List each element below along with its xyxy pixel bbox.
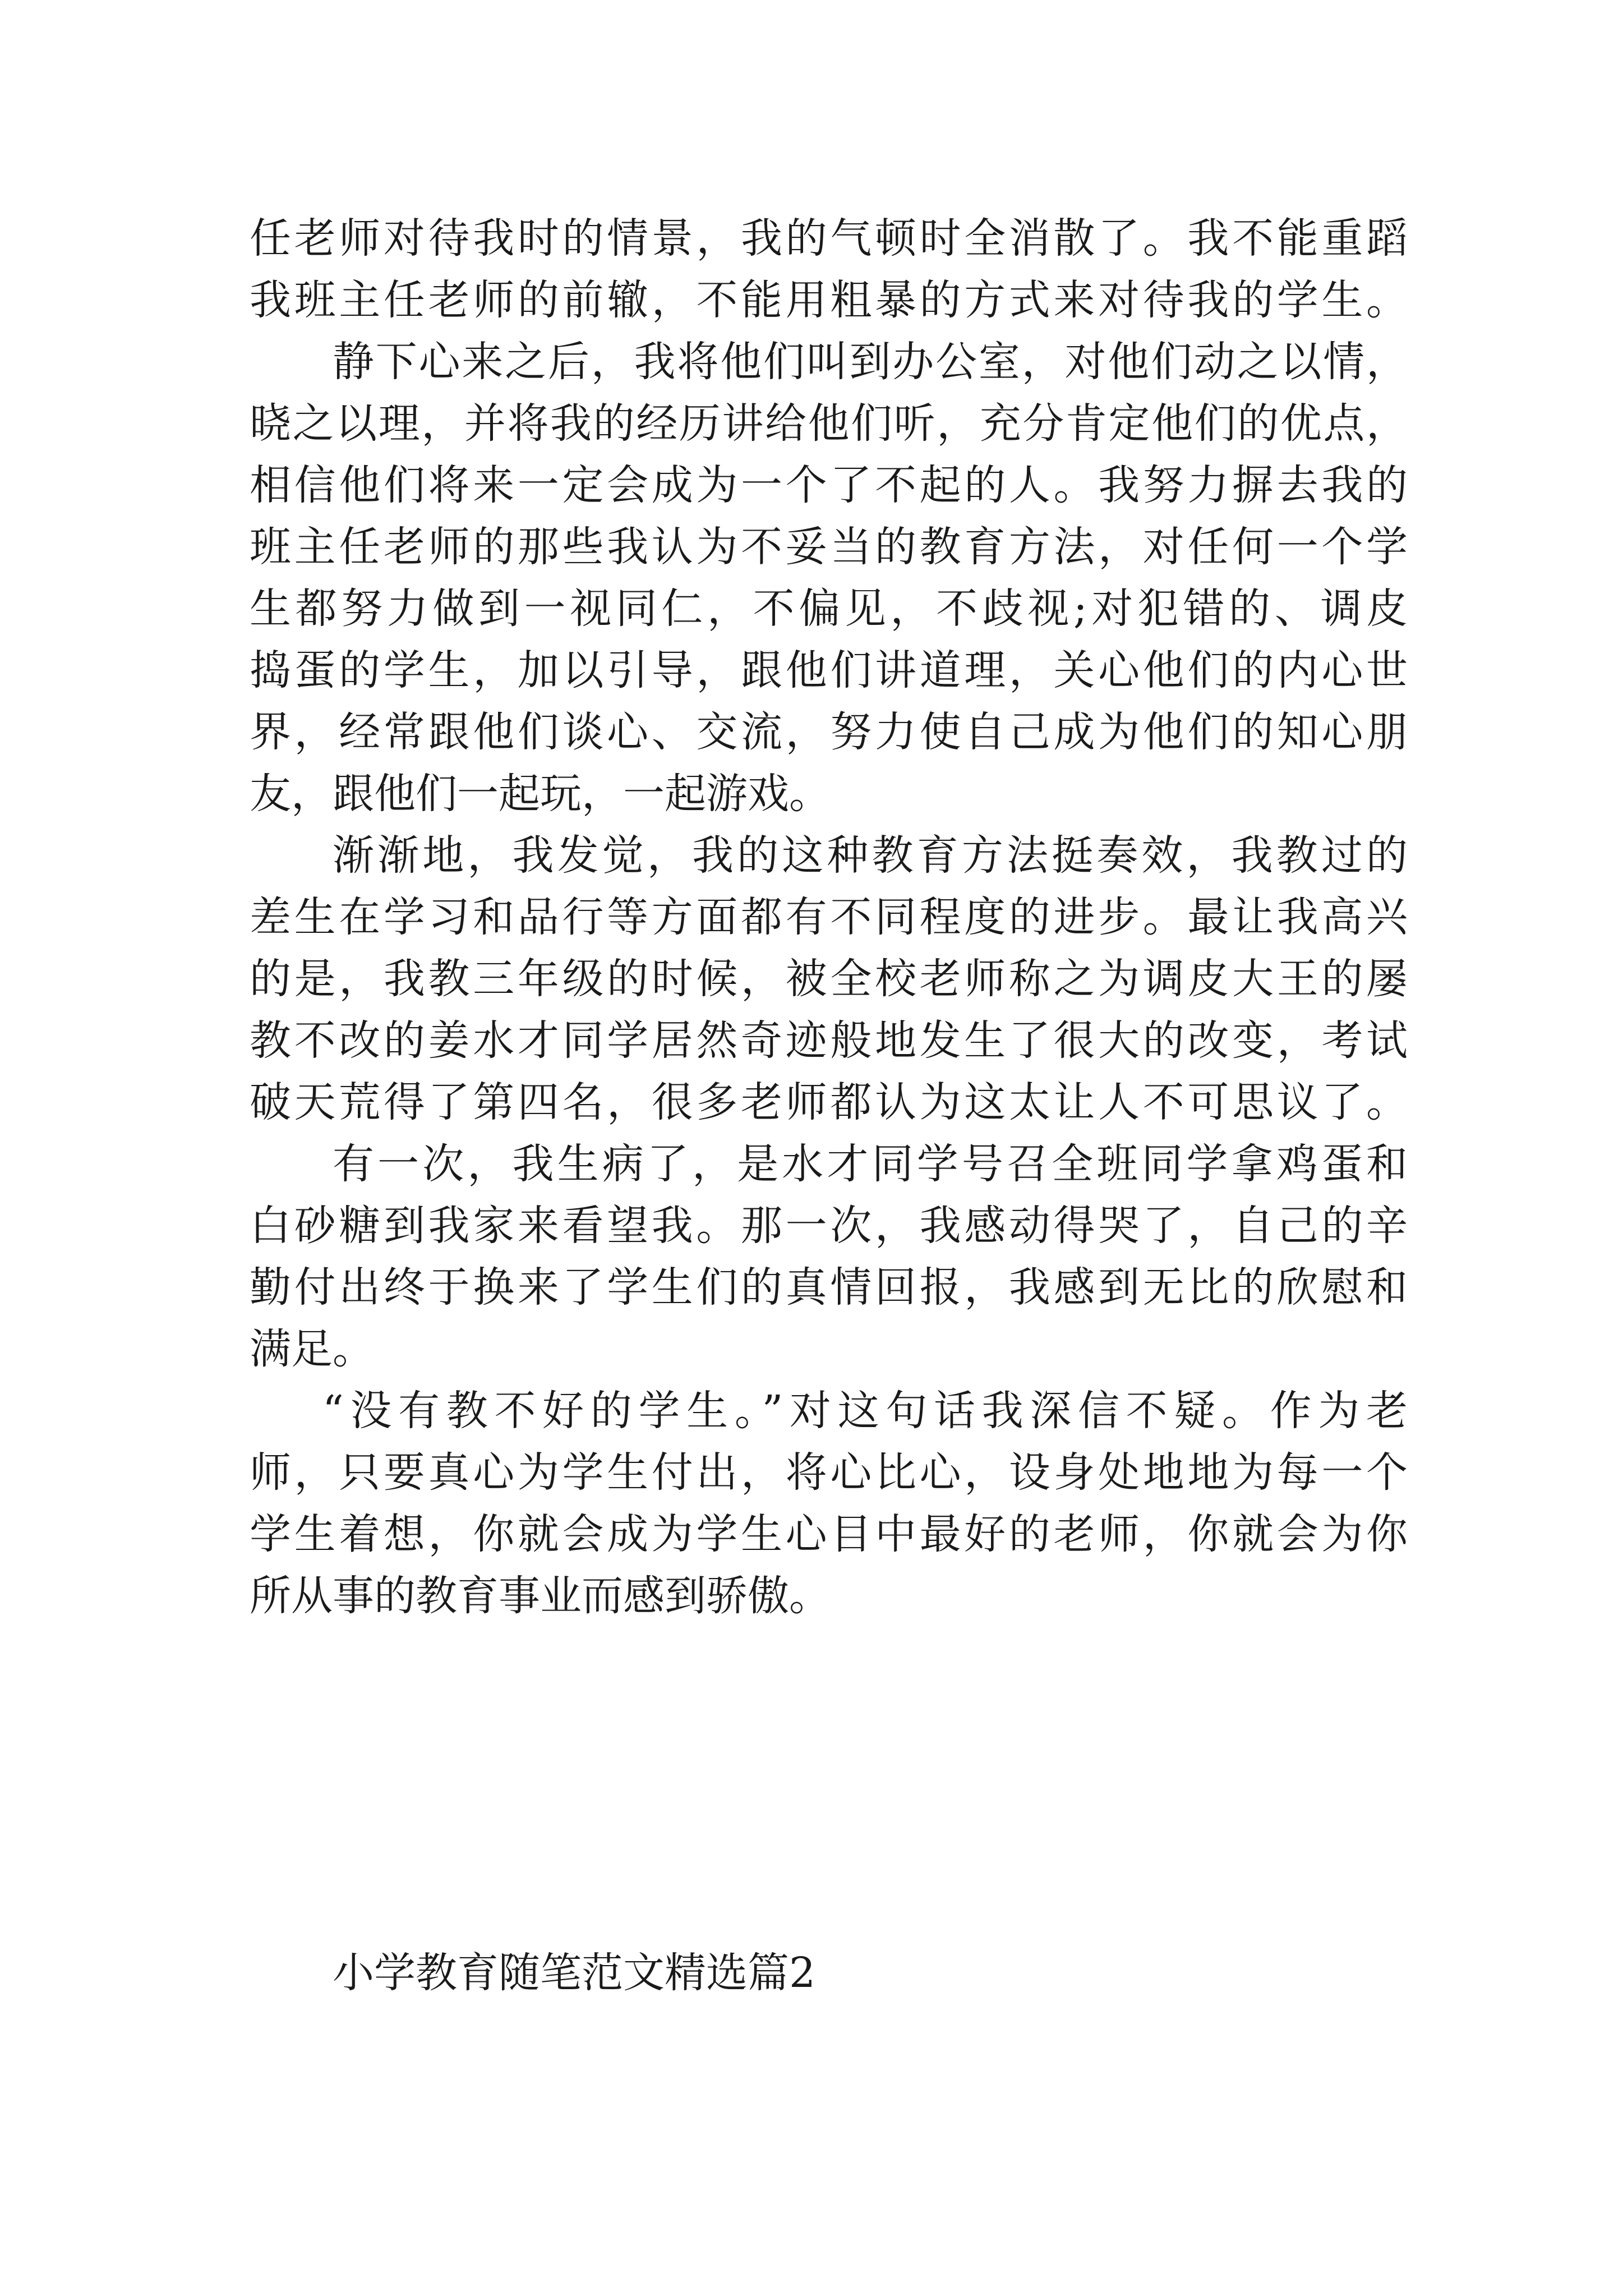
paragraph-line: 晓之以理，并将我的经历讲给他们听，充分肯定他们的优点， xyxy=(250,399,1408,448)
paragraph-line: 相信他们将来一定会成为一个了不起的人。我努力摒去我的 xyxy=(250,461,1408,509)
paragraph-line: 静下心来之后，我将他们叫到办公室，对他们动之以情， xyxy=(333,338,1408,386)
paragraph-line: 勤付出终于换来了学生们的真情回报，我感到无比的欣慰和 xyxy=(250,1263,1408,1312)
section-title: 小学教育随笔范文精选篇2 xyxy=(333,1949,816,1997)
paragraph-line: 满足。 xyxy=(250,1325,374,1373)
paragraph-line: 生都努力做到一视同仁，不偏见，不歧视;对犯错的、调皮 xyxy=(250,585,1408,633)
paragraph-line: 所从事的教育事业而感到骄傲。 xyxy=(250,1572,831,1620)
paragraph-line: 的是，我教三年级的时候，被全校老师称之为调皮大王的屡 xyxy=(250,955,1408,1003)
paragraph-line: 友，跟他们一起玩，一起游戏。 xyxy=(250,770,831,818)
document-body xyxy=(250,208,1408,1627)
paragraph-line: 有一次，我生病了，是水才同学号召全班同学拿鸡蛋和 xyxy=(333,1140,1408,1188)
paragraph-line: 师，只要真心为学生付出，将心比心，设身处地地为每一个 xyxy=(250,1448,1408,1497)
paragraph-line: 学生着想，你就会成为学生心目中最好的老师，你就会为你 xyxy=(250,1510,1408,1558)
paragraph-line: 班主任老师的那些我认为不妥当的教育方法，对任何一个学 xyxy=(250,523,1408,571)
paragraph-line: “没有教不好的学生。”对这句话我深信不疑。作为老 xyxy=(322,1387,1408,1435)
paragraph-line: 界，经常跟他们谈心、交流，努力使自己成为他们的知心朋 xyxy=(250,708,1408,756)
paragraph-line: 差生在学习和品行等方面都有不同程度的进步。最让我高兴 xyxy=(250,893,1408,941)
paragraph-line: 教不改的姜水才同学居然奇迹般地发生了很大的改变，考试 xyxy=(250,1016,1408,1065)
paragraph-line: 白砂糖到我家来看望我。那一次，我感动得哭了，自己的辛 xyxy=(250,1202,1408,1250)
paragraph-line: 捣蛋的学生，加以引导，跟他们讲道理，关心他们的内心世 xyxy=(250,646,1408,694)
paragraph-line: 破天荒得了第四名，很多老师都认为这太让人不可思议了。 xyxy=(250,1078,1408,1126)
paragraph-line: 任老师对待我时的情景，我的气顿时全消散了。我不能重蹈 xyxy=(250,214,1408,263)
paragraph-line: 我班主任老师的前辙，不能用粗暴的方式来对待我的学生。 xyxy=(250,276,1408,324)
paragraph-line: 渐渐地，我发觉，我的这种教育方法挺奏效，我教过的 xyxy=(333,831,1408,880)
